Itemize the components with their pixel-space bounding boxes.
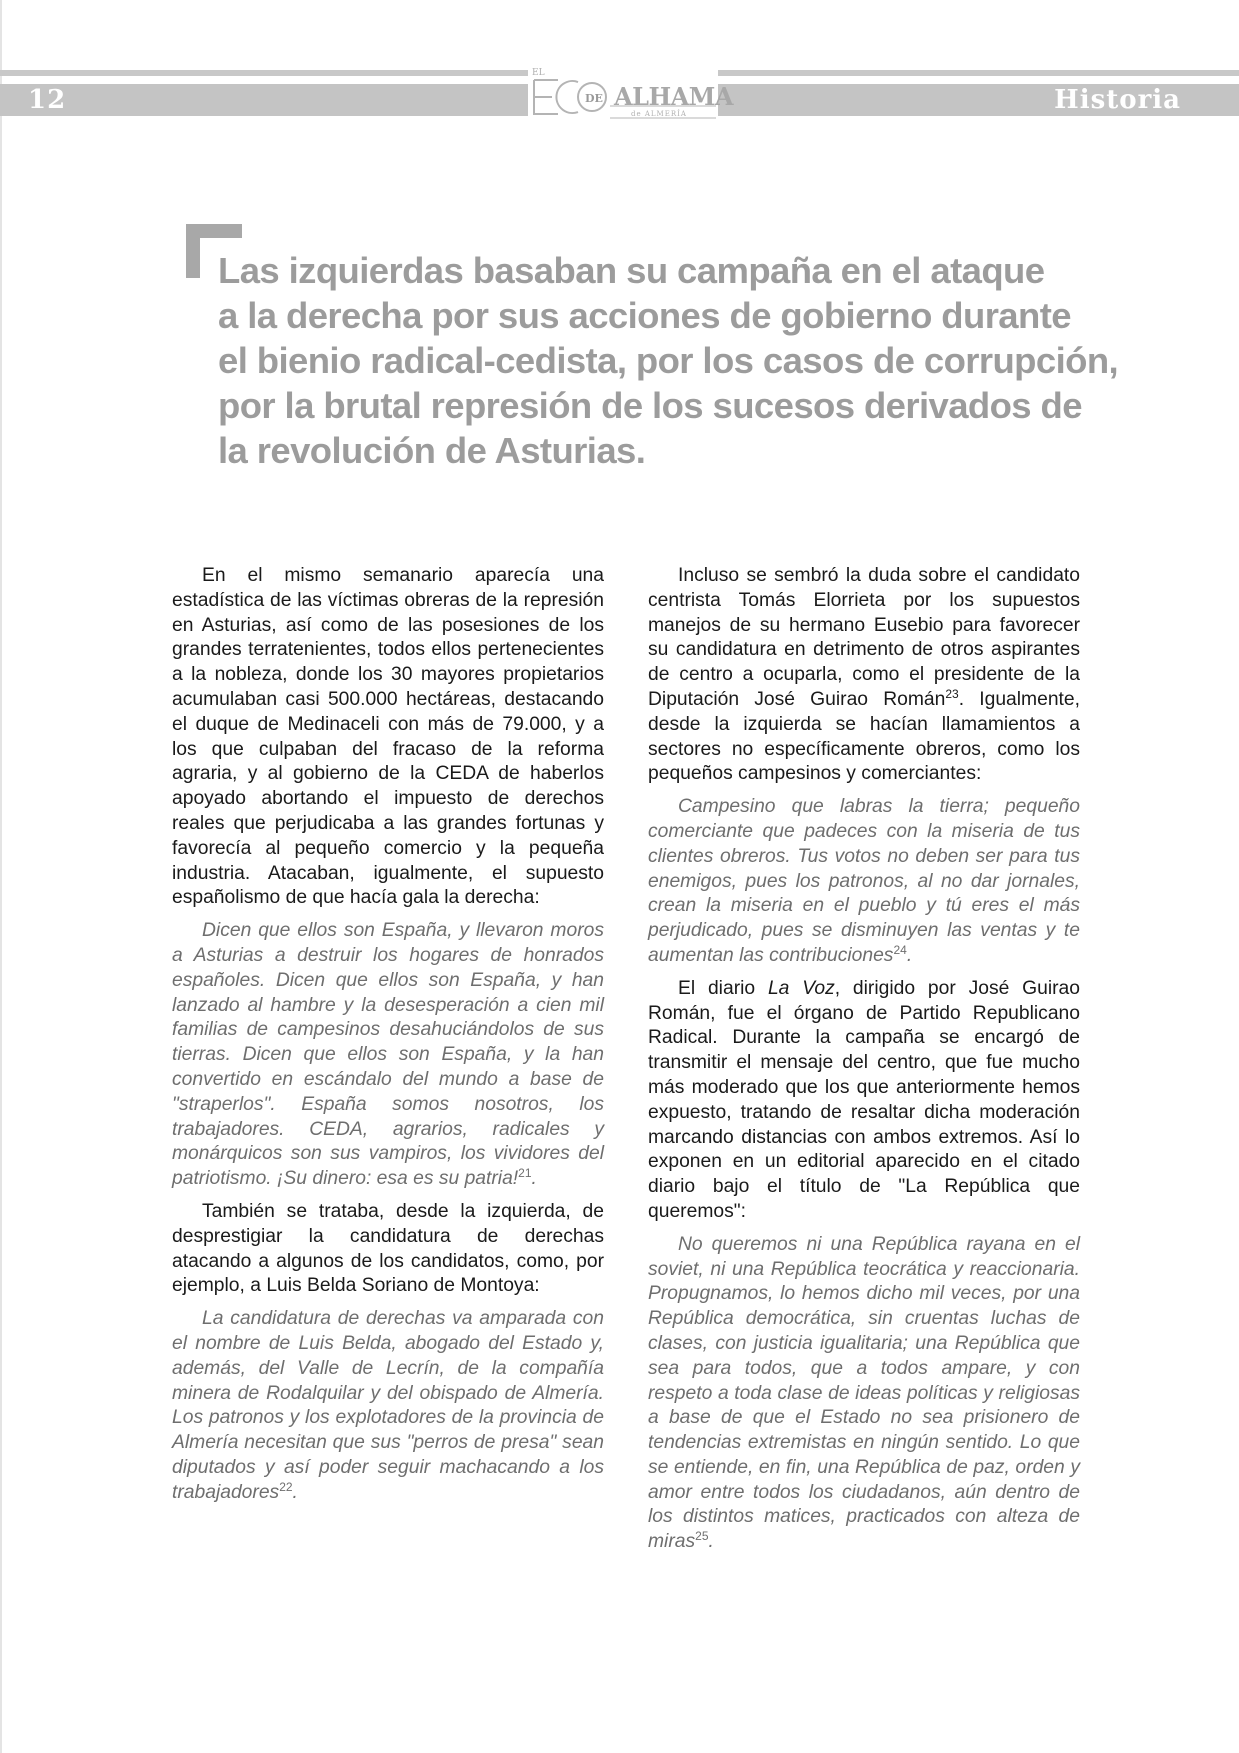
page-number: 12 bbox=[28, 85, 67, 115]
footnote-ref: 25 bbox=[695, 1529, 709, 1544]
footnote-ref: 21 bbox=[518, 1166, 532, 1181]
newspaper-title: La Voz bbox=[767, 977, 835, 999]
pull-quote-line: el bienio radical-cedista, por los casos de corrupción, bbox=[218, 340, 1119, 381]
logo-subtitle: de ALMERÍA bbox=[631, 110, 687, 118]
paragraph: En el mismo semanario aparecía una estadística de las víctimas obreras de la represión en Asturias, así como de las posesiones de los grandes terratenientes, todos ellos pertenecientes a la nobleza, donde los 30 mayores propietarios acumulaban casi 500.000 hectáreas, destacando el duque de Medinaceli con más de 79.000, y a los que culpaban del fracaso de la reforma agraria, y al gobierno de la CEDA de haberlos apoyado abortando el impuesto de derechos reales que perjudicaba a las grandes fortunas y favorecía al pequeño comercio y la pequeña industria. Atacaban, igualmente, el supuesto españolismo de que hacía gala la derecha: bbox=[172, 565, 604, 909]
logo-name: ALHAMA bbox=[614, 82, 733, 111]
pull-quote bbox=[218, 248, 1119, 473]
block-quote: La candidatura de derechas va amparada con el nombre de Luis Belda, abogado del Estado y, además, del Valle de Lecrín, de la compañía minera de Rodalquilar y del obispado de Almería. Los patronos y los explotadores de la provincia de Almería necesitan que sus "perros de presa" sean diputados y así poder seguir machacando a los trabajadores$^{22}$. bbox=[172, 1308, 604, 1503]
paragraph: Incluso se sembró la duda sobre el candidato centrista Tomás Elorrieta por los supuestos manejos de su hermano Eusebio para favorecer su candidatura en detrimento de otros aspirantes de centro a ocuparla, como el presidente de la Diputación José Guirao Román$^{23}$. Igualmente, desde la izquierda se hacían llamamientos a sectores no específicamente obreros, como los pequeños campesinos y comerciantes: bbox=[648, 565, 1080, 785]
paragraph: El diario La Voz, dirigido por José Guirao Román, fue el órgano de Partido Republicano Radical. Durante la campaña se encargó de transmitir el mensaje del centro, que fue mucho más moderado que los que anteriormente hemos expuesto, tratando de resaltar dicha moderación marcando distancias con ambos extremos. Así lo exponen en un editorial aparecido en el citado diario bajo el título de "La República que queremos": bbox=[648, 977, 1080, 1222]
left-column bbox=[172, 564, 604, 1513]
right-column bbox=[648, 564, 1080, 1563]
footnote-ref: 24 bbox=[893, 942, 907, 957]
pull-quote-line: Las izquierdas basaban su campaña en el ataque bbox=[218, 250, 1045, 291]
page-edge bbox=[0, 0, 2, 1753]
pull-quote-line: a la derecha por sus acciones de gobierno durante bbox=[218, 295, 1071, 336]
footnote-ref: 23 bbox=[945, 686, 959, 701]
publication-logo bbox=[528, 62, 733, 124]
paragraph: También se trataba, desde la izquierda, de desprestigiar la candidatura de derechas atacando a algunos de los candidatos, como, por ejemplo, a Luis Belda Soriano de Montoya: bbox=[172, 1200, 604, 1297]
block-quote: Dicen que ellos son España, y llevaron moros a Asturias a destruir los hogares de honrados españoles. Dicen que ellos son España, y han lanzado al hambre y la desesperación a cien mil familias de campesinos desahuciándolos de sus tierras. Dicen que ellos son España, y la han convertido en escándalo del mundo a base de "straperlos". España somos nosotros, los trabajadores. CEDA, agrarios, radicales y monárquicos son sus vampiros, los vividores del patriotismo. ¡Su dinero: esa es su patria!$^{21}$. bbox=[172, 920, 604, 1190]
section-title: Historia bbox=[1054, 85, 1181, 115]
pull-quote-line: la revolución de Asturias. bbox=[218, 430, 646, 471]
footnote-ref: 22 bbox=[279, 1479, 293, 1494]
block-quote: Campesino que labras la tierra; pequeño comerciante que padeces con la miseria de tus clientes obreros. Tus votos no deben ser para tus enemigos, pues los patronos, al no dar jornales, crean la miseria en el pueblo y tú eres el más perjudicado, pues se disminuyen las ventas y te aumentan las contribuciones$^{24}$. bbox=[648, 796, 1080, 966]
block-quote: No queremos ni una República rayana en el soviet, ni una República teocrática y reaccionaria. Propugnamos, lo hemos dicho mil veces, por una República democrática, sin cruentas luchas de clases, con justicia igualitaria; una República que sea para todos, que a todos ampare, y con respeto a toda clase de ideas políticas y religiosas a base de que el Estado no sea prisionero de tendencias extremistas en ningún sentido. Lo que se entiende, en fin, una República de paz, orden y amor entre todos los ciudadanos, aún dentro de los distintos matices, practicados con alteza de miras$^{25}$. bbox=[648, 1233, 1080, 1553]
logo-de: DE bbox=[585, 92, 603, 105]
logo-el: EL bbox=[532, 68, 545, 78]
pull-quote-line: por la brutal represión de los sucesos derivados de bbox=[218, 385, 1082, 426]
